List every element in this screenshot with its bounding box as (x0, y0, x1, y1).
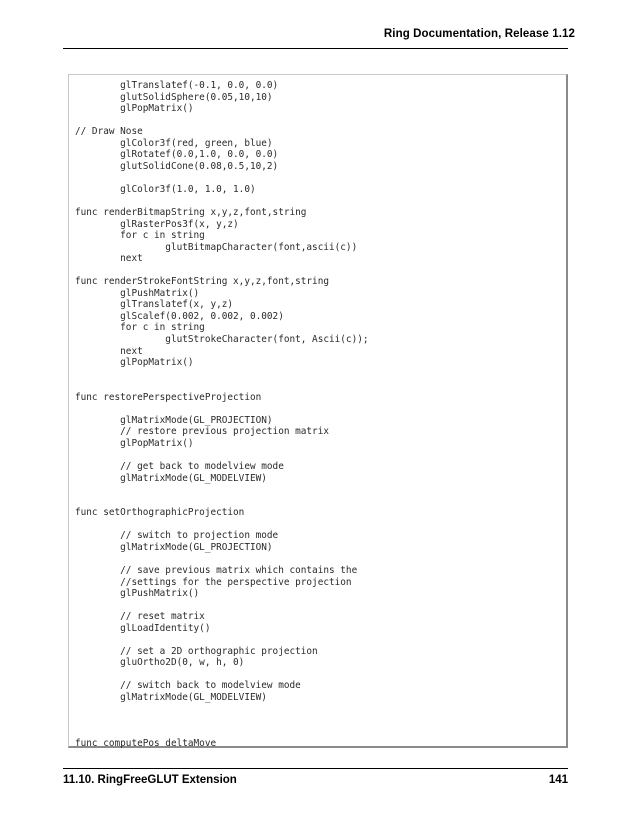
code-listing: glTranslatef(-0.1, 0.0, 0.0) glutSolidSphere(0.05,10,10) glPopMatrix() // Draw Nose glColor3f(red, green, blue) glRotatef(0.0,1.0, 0.0, 0.0) glutSolidCone(0.08,0.5,10,2) glColor3f(1.0, 1.0, 1.0) func renderBitmapString x,y,z,font,string glRasterPos3f(x, y,z) for c in string glutBitmapCharacter(font,ascii(c)) next func renderStrokeFontString x,y,z,font,string glPushMatrix() glTranslatef(x, y,z) glScalef(0.002, 0.002, 0.002) for c in string glutStrokeCharacter(font, Ascii(c)); next glPopMatrix() func restorePerspectiveProjection glMatrixMode(GL_PROJECTION) // restore previous projection matrix glPopMatrix() // get back to modelview mode glMatrixMode(GL_MODELVIEW) func setOrthographicProjection // switch to projection mode glMatrixMode(GL_PROJECTION) // save previous matrix which contains the //settings for the perspective projection glPushMatrix() // reset matrix glLoadIdentity() // set a 2D orthographic projection gluOrtho2D(0, w, h, 0) // switch back to modelview mode glMatrixMode(GL_MODELVIEW) func computePos deltaMove (75, 80, 369, 750)
header-rule (63, 48, 568, 49)
footer-rule (63, 768, 568, 769)
page-header-title: Ring Documentation, Release 1.12 (383, 28, 575, 40)
code-block (68, 74, 568, 748)
footer-section-title: 11.10. RingFreeGLUT Extension (63, 774, 237, 786)
footer-page-number: 141 (548, 774, 568, 786)
